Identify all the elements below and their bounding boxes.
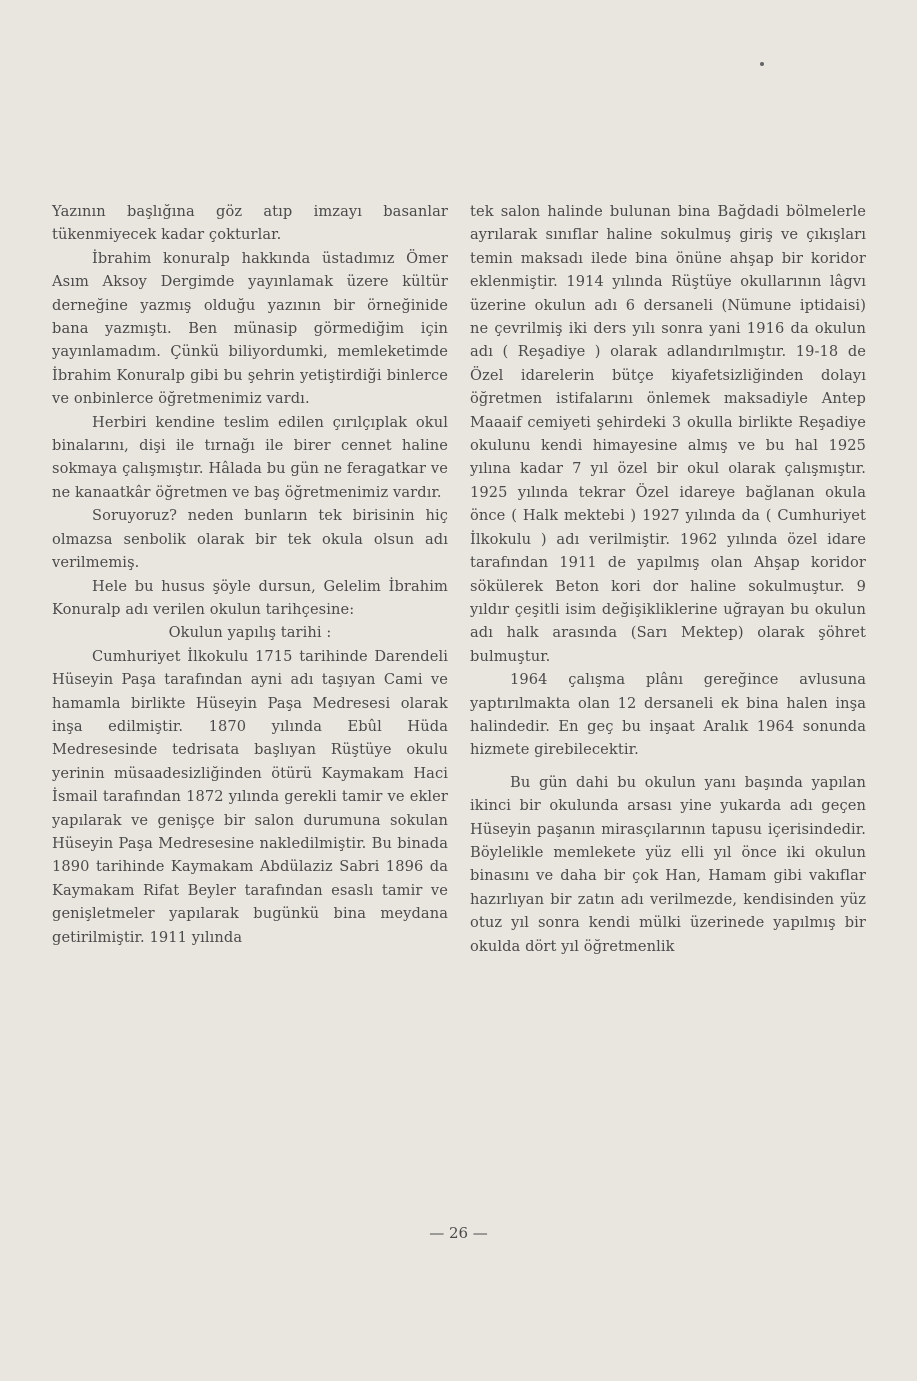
paragraph-second-school: Bu gün dahi bu okulun yanı başında yapılan ikinci bir okulunda arsası yine yukarda adı geçen Hüseyin paşanın mirasçılarının tapusu içerisindedir. Böylelikle memlekete yüz elli yıl önce iki okulun binasını ve daha bir çok Han, Hamam gibi vakıflar hazırlıyan bir zatın adı verilmezde, kendisinden yüz otuz yıl sonra kendi mülki üzerinede yapılmış bir okulda dört yıl öğretmenlik	[470, 773, 866, 955]
paragraph-question: Soruyoruz? neden bunların tek birisinin hiç olmazsa senbolik olarak bir tek okula olsun adı verilmemiş.	[52, 507, 448, 572]
paragraph-ibrahim-konuralp: İbrahim konuralp hakkında üstadımız Ömer Asım Aksoy Dergimde yayınlamak üzere kültür derneğine yazmış olduğu yazının bir örneğinide bana yazmıştı. Ben münasip görmediğim için yayınlamadım. Çünkü biliyordumki, memleketimde İbrahim Konuralp gibi bu şehrin yetiştirdiği binlerce ve onbinlerce öğretmenimiz vardı.	[52, 249, 448, 408]
section-heading-construction-date: Okulun yapılış tarihi :	[168, 624, 332, 642]
right-column	[470, 200, 866, 958]
page-number: — 26 —	[429, 1224, 488, 1242]
paragraph-1964-plan: 1964 çalışma plânı gereğince avlusuna yaptırılmakta olan 12 dersaneli ek bina halen inşa halindedir. En geç bu inşaat Aralık 1964 sonunda hizmete girebilecektir.	[470, 671, 866, 759]
paragraph-history-part-1: Cumhuriyet İlkokulu 1715 tarihinde Darendeli Hüseyin Paşa tarafından ayni adı taşıyan Cami ve hamamla birlikte Hüseyin Paşa Medresesi olarak inşa edilmiştir. 1870 yılında Ebûl Hüda Medresesinde tedrisata başlıyan Rüştüye okulu yerinin müsaadesizliğinden ötürü Kaymakam Haci İsmail tarafından 1872 yılında gerekli tamir ve ekler yapılarak ve genişçe bir salon durumuna sokulan Hüseyin Paşa Medresesine nakledilmiştir. Bu binada 1890 tarihinde Kaymakam Abdülaziz Sabri 1896 da Kaymakam Rifat Beyler tarafından esaslı tamir ve genişletmeler yapılarak bugünkü bina meydana getirilmiştir. 1911 yılında	[52, 647, 448, 946]
paragraph-school-history-intro: Hele bu husus şöyle dursun, Gelelim İbrahim Konuralp adı verilen okulun tarihçesine:	[52, 577, 448, 618]
ink-speck	[760, 62, 764, 66]
left-column	[52, 200, 448, 949]
paragraph-teachers: Herbiri kendine teslim edilen çırılçıplak okul binalarını, dişi ile tırnağı ile birer cennet haline sokmaya çalışmıştır. Hâlada bu gün ne feragatkar ve ne kanaatkâr öğretmen ve baş öğretmenimiz vardır.	[52, 413, 448, 501]
paragraph-intro: Yazının başlığına göz atıp imzayı basanlar tükenmiyecek kadar çokturlar.	[52, 203, 448, 244]
paragraph-history-part-2: tek salon halinde bulunan bina Bağdadi bölmelerle ayrılarak sınıflar haline sokulmuş giriş ve çıkışları temin maksadı ilede bina önüne ahşap bir koridor eklenmiştir. 1914 yılında Rüştüye okullarının lâgvı üzerine okulun adı 6 dersaneli (Nümune iptidaisi) ne çevrilmiş iki ders yılı sonra yani 1916 da okulun adı ( Reşadiye ) olarak adlandırılmıştır. 19-18 de Özel idarelerin bütçe kiyafetsizliğinden dolayı öğretmen istifalarını önlemek maksadiyle Antep Maaaif cemiyeti şehirdeki 3 okulla birlikte Reşadiye okulunu kendi himayesine almış ve bu hal 1925 yılına kadar 7 yıl özel bir okul olarak çalışmıştır. 1925 yılında tekrar Özel idareye bağlanan okula önce ( Halk mektebi ) 1927 yılında da ( Cumhuriyet İlkokulu ) adı verilmiştir. 1962 yılında özel idare tarafından 1911 de yapılmış olan Ahşap koridor sökülerek Beton kori dor haline sokulmuştur. 9 yıldır çeşitli isim değişikliklerine uğrayan bu okulun adı halk arasında (Sarı Mektep) olarak şöhret bulmuştur.	[470, 203, 866, 665]
